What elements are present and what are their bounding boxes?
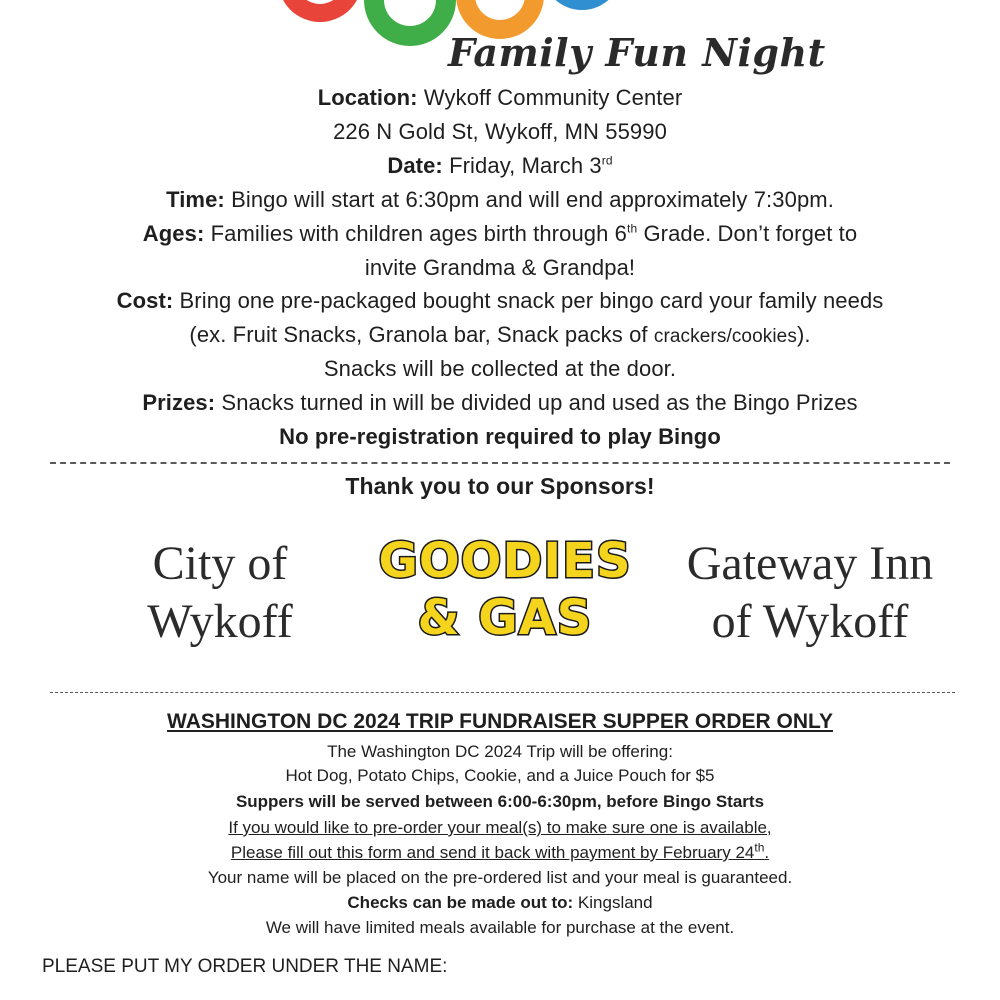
fundraiser-line-2: Hot Dog, Potato Chips, Cookie, and a Juice Pouch for $5 bbox=[285, 766, 715, 785]
cost-line2-pre: (ex. Fruit Snacks, Granola bar, Snack packs of bbox=[189, 322, 654, 347]
event-title: Family Fun Night bbox=[448, 30, 826, 75]
order-name-label: PLEASE PUT MY ORDER UNDER THE NAME: bbox=[42, 956, 448, 977]
sponsor-right-line1: Gateway Inn bbox=[686, 537, 934, 590]
checks-value: Kingsland bbox=[577, 893, 653, 912]
sponsor-city-of-wykoff bbox=[120, 535, 320, 651]
checks-label: Checks can be made out to: bbox=[347, 893, 574, 912]
time-line bbox=[0, 187, 1000, 213]
address-line: 226 N Gold St, Wykoff, MN 55990 bbox=[333, 119, 667, 144]
cost-value: Bring one pre-packaged bought snack per bingo card your family needs bbox=[179, 288, 884, 313]
date-suffix: rd bbox=[601, 153, 613, 168]
prizes-value: Snacks turned in will be divided up and used as the Bingo Prizes bbox=[221, 390, 858, 415]
ages-label: Ages: bbox=[142, 221, 205, 246]
bingo-ball-blue bbox=[542, 0, 622, 10]
time-label: Time: bbox=[166, 187, 225, 212]
fundraiser-line-4: If you would like to pre-order your meal(s) to make sure one is available, bbox=[228, 818, 772, 837]
fundraiser-line5-post: . bbox=[764, 843, 770, 862]
prizes-line bbox=[0, 390, 1000, 416]
cost-line2-small: crackers/cookies bbox=[653, 326, 797, 347]
fundraiser-heading: WASHINGTON DC 2024 TRIP FUNDRAISER SUPPER ORDER ONLY bbox=[167, 710, 833, 733]
date-label: Date: bbox=[387, 153, 443, 178]
ages-value-post: Grade. Don’t forget to bbox=[643, 221, 858, 246]
goodies-line2: & GAS bbox=[417, 590, 593, 646]
divider-top bbox=[50, 462, 950, 464]
sponsor-gateway-inn bbox=[660, 535, 960, 651]
cost-label: Cost: bbox=[116, 288, 174, 313]
location-value: Wykoff Community Center bbox=[423, 85, 683, 110]
fundraiser-line5-pre: Please fill out this form and send it back with payment by February 24 bbox=[230, 843, 755, 862]
cost-line-2 bbox=[0, 322, 1000, 348]
cost-line2-post: ). bbox=[796, 322, 811, 347]
location-line bbox=[0, 85, 1000, 111]
cost-line bbox=[0, 288, 1000, 314]
divider-bottom bbox=[50, 692, 955, 693]
sponsor-right-line2: of Wykoff bbox=[711, 595, 909, 648]
date-line bbox=[0, 153, 1000, 179]
sponsor-goodies-and-gas-logo bbox=[360, 532, 650, 647]
no-preregistration-note: No pre-registration required to play Bingo bbox=[279, 424, 721, 449]
fundraiser-line-3: Suppers will be served between 6:00-6:30pm, before Bingo Starts bbox=[235, 792, 765, 811]
fundraiser-line-6: Your name will be placed on the pre-ordered list and your meal is guaranteed. bbox=[207, 868, 793, 887]
prizes-label: Prizes: bbox=[142, 390, 216, 415]
ages-line bbox=[0, 221, 1000, 247]
time-value: Bingo will start at 6:30pm and will end approximately 7:30pm. bbox=[231, 187, 834, 212]
fundraiser-line-8: We will have limited meals available for purchase at the event. bbox=[265, 918, 735, 937]
cost-line-3: Snacks will be collected at the door. bbox=[323, 356, 677, 381]
sponsors-heading: Thank you to our Sponsors! bbox=[345, 473, 655, 499]
date-value: Friday, March 3 bbox=[449, 153, 602, 178]
fundraiser-line-5 bbox=[0, 840, 1000, 863]
sponsor-left-line1: City of bbox=[152, 537, 288, 590]
fundraiser-line-1: The Washington DC 2024 Trip will be offering: bbox=[327, 742, 673, 761]
ages-line-2: invite Grandma & Grandpa! bbox=[364, 255, 636, 280]
fundraiser-line5-suffix: th bbox=[754, 840, 765, 855]
ages-suffix: th bbox=[627, 221, 638, 236]
checks-line bbox=[0, 893, 1000, 913]
goodies-line1: GOODIES bbox=[378, 533, 632, 589]
sponsor-left-line2: Wykoff bbox=[147, 595, 293, 648]
location-label: Location: bbox=[317, 85, 418, 110]
ages-value-pre: Families with children ages birth through 6 bbox=[210, 221, 628, 246]
